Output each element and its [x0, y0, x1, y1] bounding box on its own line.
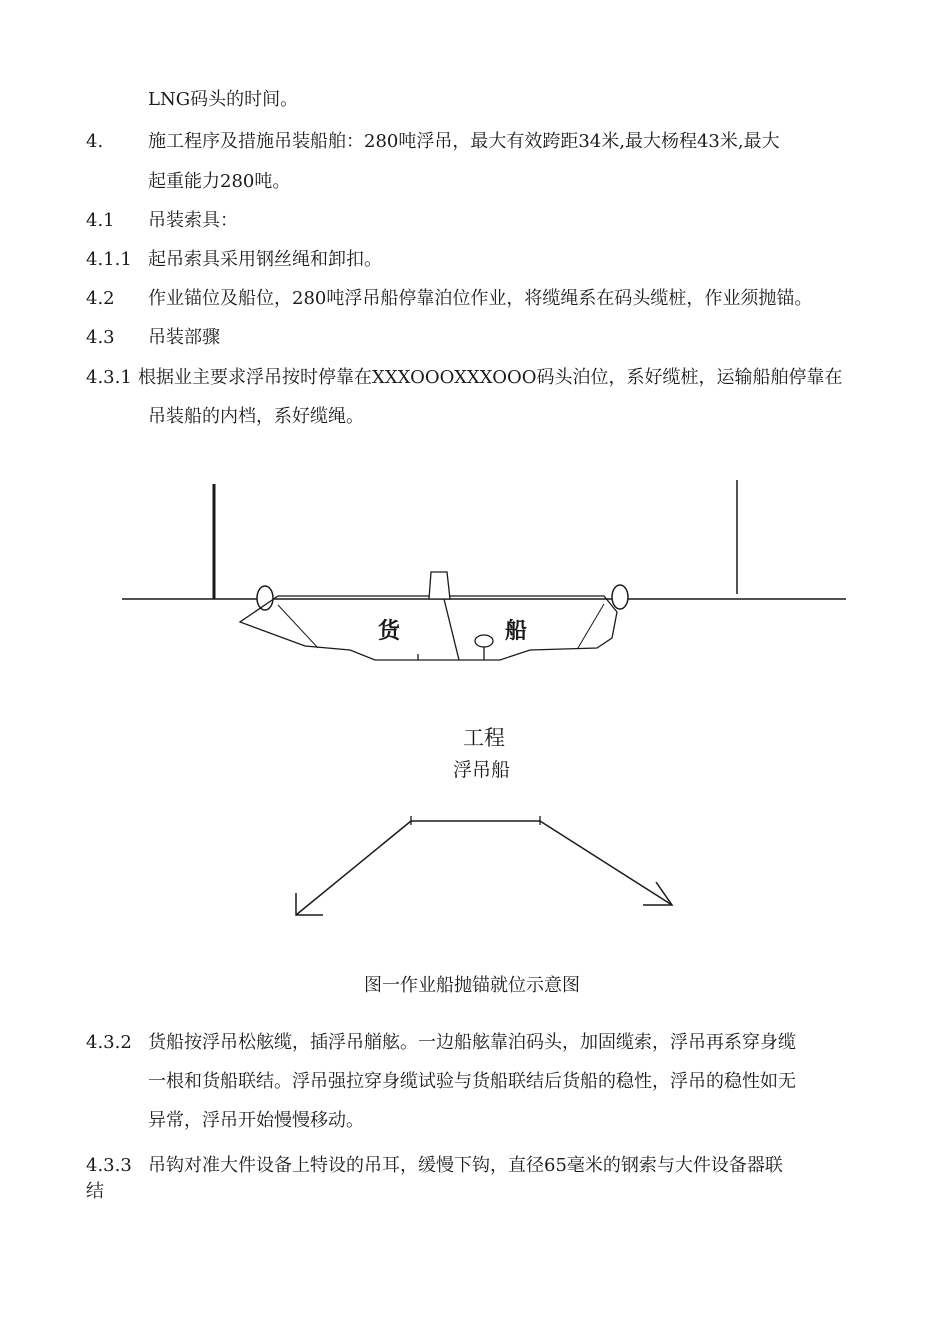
section-number-4-2: 4.2: [86, 288, 115, 309]
section-4-3-2-line-3: 异常，浮吊开始慢慢移动。: [148, 1110, 364, 1131]
section-4-1-1-text: 起吊索具采用钢丝绳和卸扣。: [148, 249, 382, 270]
cargo-ship-hull: [240, 596, 617, 660]
ship-mast: [429, 572, 450, 599]
cargo-label-right: 船: [505, 619, 528, 644]
mast-line-1: [444, 599, 459, 660]
section-4-3-2-line-1: 货船按浮吊松舷缆，插浮吊艏舷。一边船舷靠泊码头，加固缆索，浮吊再系穿身缆: [148, 1032, 796, 1053]
section-number-4-3-1: 4.3.1: [86, 367, 132, 388]
hull-inner-left: [278, 605, 318, 648]
section-4-line-2: 起重能力280吨。: [148, 171, 291, 192]
section-number-4-3-2: 4.3.2: [86, 1032, 132, 1053]
section-number-4-3-3: 4.3.3: [86, 1155, 132, 1176]
hatch-oval: [475, 635, 493, 647]
section-4-1-text: 吊装索具：: [148, 210, 238, 231]
crane-label-line-2: 浮吊船: [453, 759, 511, 781]
section-4-3-2-line-2: 一根和货船联结。浮吊强拉穿身缆试验与货船联结后货船的稳性，浮吊的稳性如无: [148, 1071, 796, 1092]
section-number-4: 4.: [86, 131, 104, 152]
section-4-line-1: 施工程序及措施吊装船舶：280吨浮吊，最大有效跨距34米,最大杨程43米,最大: [148, 131, 780, 152]
section-number-4-1: 4.1: [86, 210, 115, 231]
section-number-4-3: 4.3: [86, 327, 115, 348]
section-4-3-3-line-1: 吊钩对准大件设备上特设的吊耳，缓慢下钩，直径65毫米的钢索与大件设备器联: [148, 1155, 783, 1176]
section-4-3-3-line-2: 结: [86, 1181, 104, 1202]
paragraph-continuation: LNG码头的时间。: [148, 89, 299, 110]
section-4-3-text: 吊装部骤: [148, 327, 220, 348]
left-fender: [257, 586, 273, 610]
left-anchor-line: [296, 821, 411, 915]
section-4-3-1-line-1: 根据业主要求浮吊按时停靠在XXXOOOXXXOOO码头泊位，系好缆桩，运输船舶停靠在: [138, 367, 843, 388]
section-4-3-1-line-2: 吊装船的内档，系好缆绳。: [148, 406, 364, 427]
cargo-label-left: 货: [378, 619, 401, 644]
figure-caption: 图一作业船抛锚就位示意图: [364, 975, 580, 996]
hull-inner-right: [578, 604, 604, 648]
right-anchor-line: [540, 821, 672, 905]
section-4-2-text: 作业锚位及船位，280吨浮吊船停靠泊位作业，将缆绳系在码头缆桩，作业须抛锚。: [148, 288, 813, 309]
right-fender: [612, 585, 628, 609]
crane-label-line-1: 工程: [463, 726, 505, 750]
section-number-4-1-1: 4.1.1: [86, 249, 132, 270]
